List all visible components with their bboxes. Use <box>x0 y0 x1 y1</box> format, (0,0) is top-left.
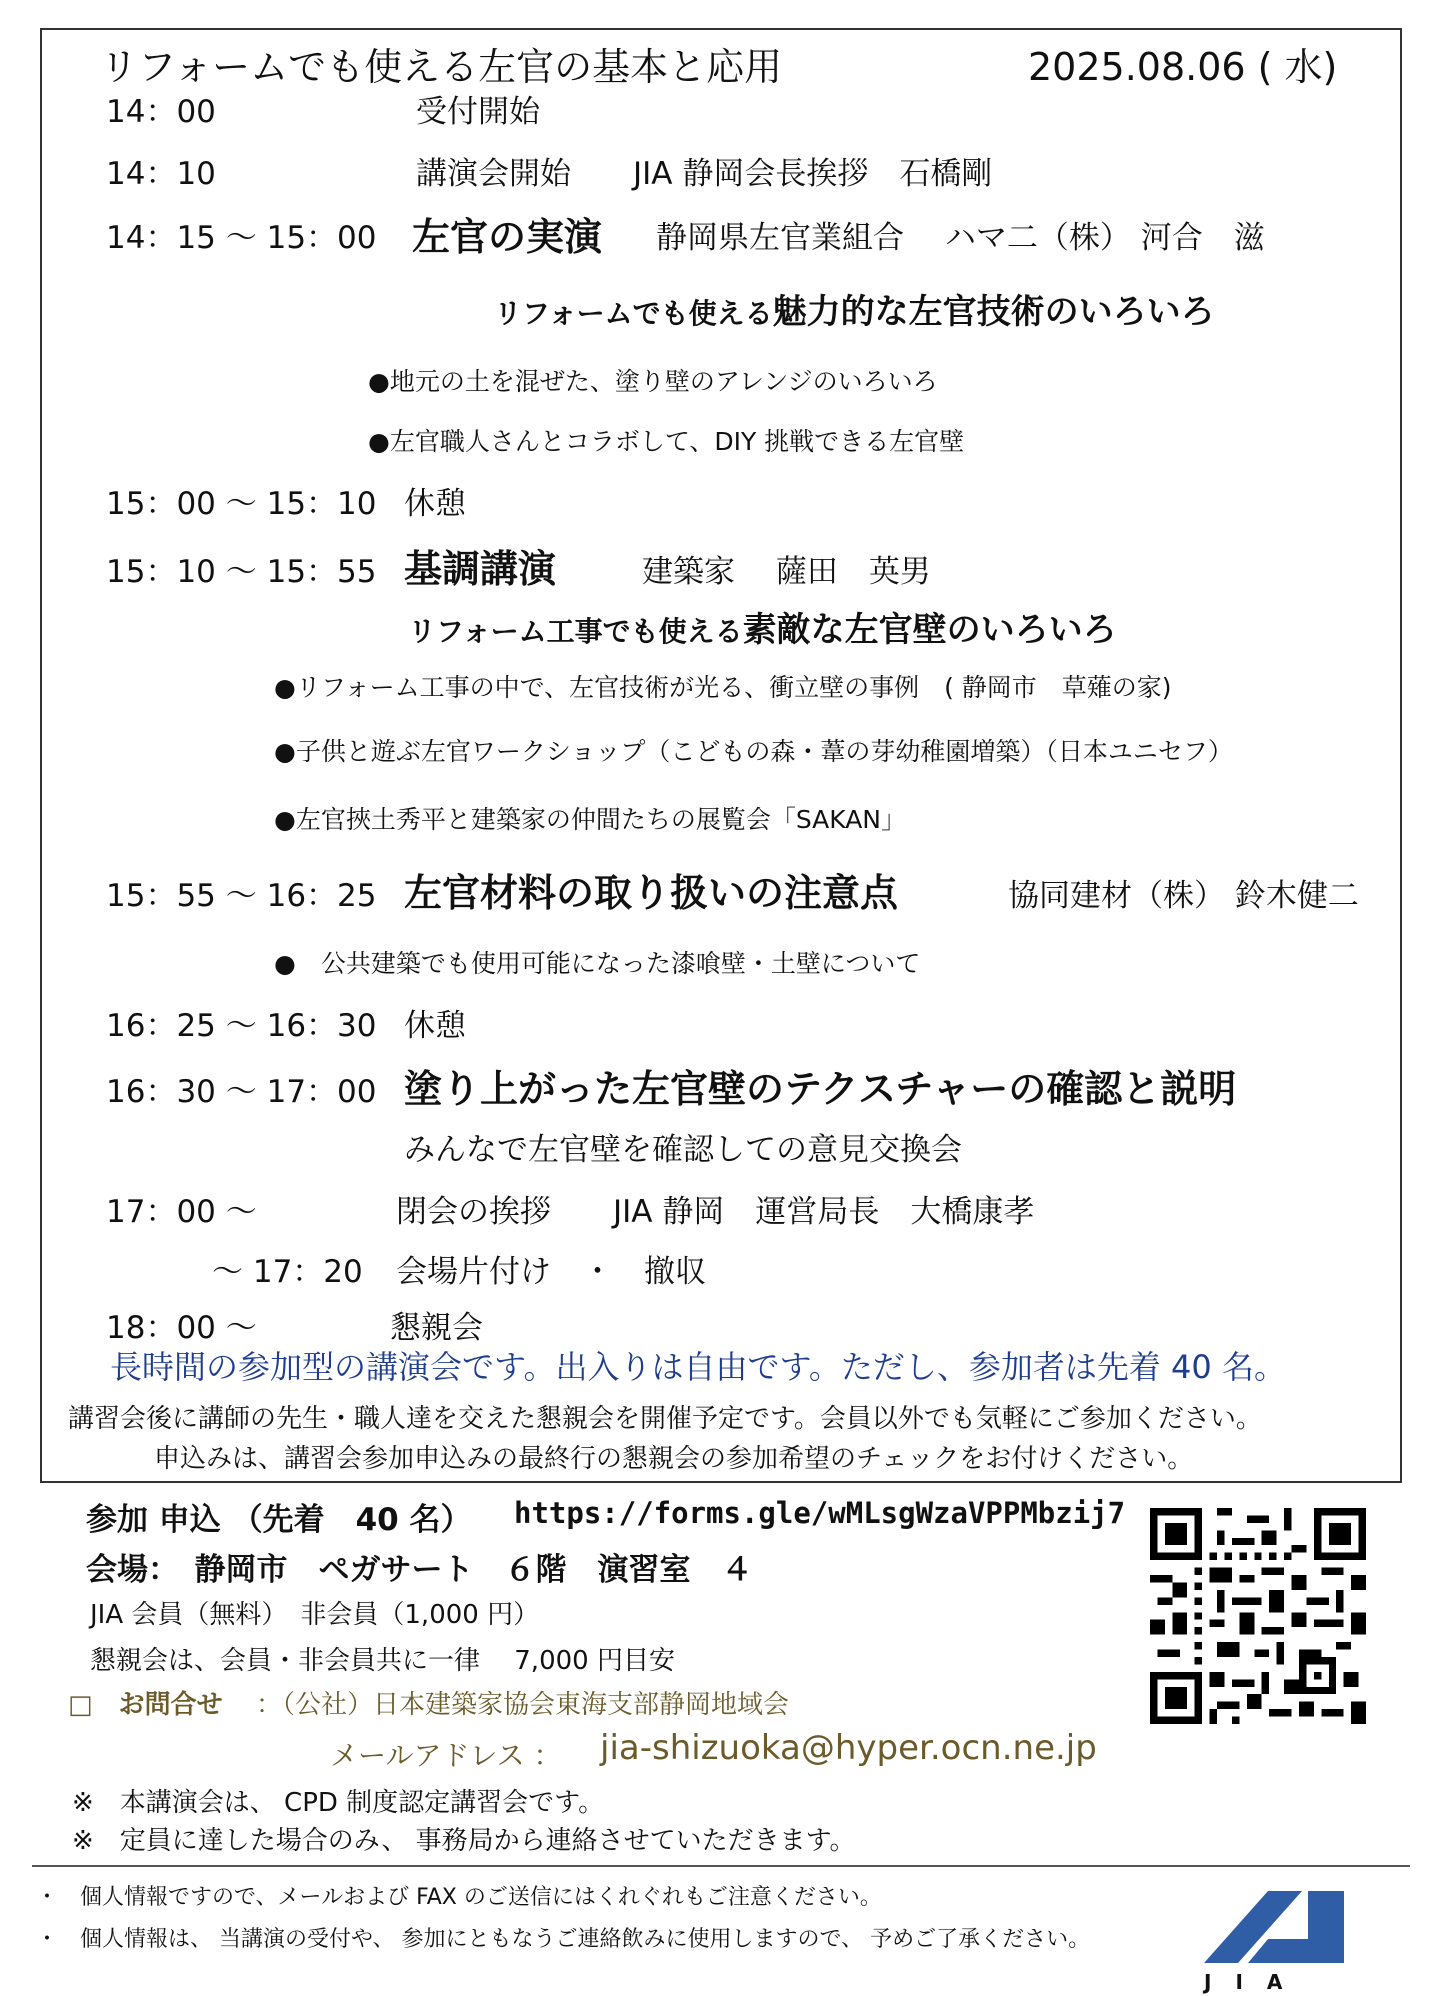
jia-logo-text: J I A <box>1204 1970 1285 1994</box>
bullet-item: ●地元の土を混ぜた、塗り壁のアレンジのいろいろ <box>368 367 938 396</box>
session-sub-texture: みんなで左官壁を確認しての意見交換会 <box>404 1132 962 1168</box>
event-date: 2025.08.06 ( 水) <box>1028 45 1338 89</box>
break-1: 休憩 <box>404 486 466 522</box>
contact-org: ：（公社）日本建築家協会東海支部静岡地域会 <box>256 1690 790 1720</box>
party-note: 講習会後に講師の先生・職人達を交えた懇親会を開催予定です。会員以外でも気軽にご参加ください。 <box>68 1404 1262 1434</box>
page-title: リフォームでも使える左官の基本と応用 <box>100 45 783 89</box>
session-title-keynote: 基調講演 <box>404 547 557 591</box>
session-title-texture: 塗り上がった左官壁のテクスチャーの確認と説明 <box>404 1067 1237 1111</box>
time-1500: 15：00 ～ 15：10 <box>106 486 377 522</box>
time-1410: 14：10 <box>106 156 216 192</box>
venue: 会場： 静岡市 ペガサート ６階 演習室 ４ <box>86 1552 753 1588</box>
closing-greeting: 閉会の挨拶 JIA 静岡 運営局長 大橋康孝 <box>396 1194 1035 1230</box>
fee: JIA 会員（無料） 非会員（1,000 円） <box>90 1600 540 1630</box>
registration-url-link[interactable]: https://forms.gle/wMLsgWzaVPPMbzij7 <box>514 1496 1126 1530</box>
time-1415: 14：15 ～ 15：00 <box>106 220 377 256</box>
time-1625: 16：25 ～ 16：30 <box>106 1008 377 1044</box>
bullet-item: ●リフォーム工事の中で、左官技術が光る、衝立壁の事例 ( 静岡市 草薙の家) <box>274 673 1172 702</box>
session-subtitle-demo: リフォームでも使える魅力的な左官技術のいろいろ <box>494 292 1215 332</box>
bullet-item: ● 公共建築でも使用可能になった漆喰壁・土壁について <box>274 949 921 978</box>
session-speaker-demo: 静岡県左官業組合 ハマ二（株） 河合 滋 <box>656 220 1265 256</box>
qr-code-icon[interactable] <box>1150 1508 1366 1724</box>
registration-label: 参加 申込 （先着 40 名） <box>86 1502 472 1538</box>
time-1800: 18：00 ～ <box>106 1310 257 1346</box>
time-1700: 17：00 ～ <box>106 1194 257 1230</box>
social-gathering: 懇親会 <box>390 1310 483 1346</box>
time-1510: 15：10 ～ 15：55 <box>106 554 377 590</box>
session-subtitle-keynote: リフォーム工事でも使える素敵な左官壁のいろいろ <box>408 610 1117 650</box>
session-speaker-keynote: 建築家 薩田 英男 <box>642 554 931 590</box>
time-1630: 16：30 ～ 17：00 <box>106 1074 377 1110</box>
time-1555: 15：55 ～ 16：25 <box>106 878 377 914</box>
session-speaker-materials: 協同建材（株） 鈴木健二 <box>1008 878 1359 914</box>
time-1400: 14：00 <box>106 94 216 130</box>
bullet-item: ●左官職人さんとコラボして、DIY 挑戦できる左官壁 <box>368 427 965 456</box>
footer-divider <box>32 1865 1410 1867</box>
email-link[interactable]: jia-shizuoka@hyper.ocn.ne.jp <box>600 1728 1097 1768</box>
participation-note: 長時間の参加型の講演会です。出入りは自由です。ただし、参加者は先着 40 名。 <box>110 1348 1286 1386</box>
party-fee: 懇親会は、会員・非会員共に一律 7,000 円目安 <box>90 1646 675 1676</box>
time-1720: ～ 17：20 <box>212 1254 363 1290</box>
privacy-note-2: ・ 個人情報は、 当講演の受付や、 参加にともなうご連絡飲みに使用しますので、 予めご了承ください。 <box>36 1927 1091 1952</box>
session-title-materials: 左官材料の取り扱いの注意点 <box>404 871 899 915</box>
cleanup: 会場片付け ・ 撤収 <box>396 1254 706 1290</box>
reception-start: 受付開始 <box>416 94 540 130</box>
cpd-note: ※ 本講演会は、 CPD 制度認定講習会です。 <box>72 1788 605 1818</box>
contact-label: □ お問合せ <box>68 1690 223 1720</box>
privacy-note-1: ・ 個人情報ですので、メールおよび FAX のご送信にはくれぐれもご注意ください。 <box>36 1885 882 1910</box>
application-note: 申込みは、講習会参加申込みの最終行の懇親会の参加希望のチェックをお付けください。 <box>154 1444 1194 1474</box>
contact-note: ※ 定員に達した場合のみ、 事務局から連絡させていただきます。 <box>72 1826 856 1856</box>
break-2: 休憩 <box>404 1008 466 1044</box>
bullet-item: ●子供と遊ぶ左官ワークショップ（こどもの森・葦の芽幼稚園増築）（日本ユニセフ） <box>274 737 1233 766</box>
mail-label: メールアドレス ： <box>330 1739 562 1772</box>
opening-greeting: 講演会開始 JIA 静岡会長挨拶 石橋剛 <box>416 156 993 192</box>
bullet-item: ●左官挾土秀平と建築家の仲間たちの展覧会「SAKAN」 <box>274 805 907 834</box>
session-title-demo: 左官の実演 <box>412 215 603 259</box>
